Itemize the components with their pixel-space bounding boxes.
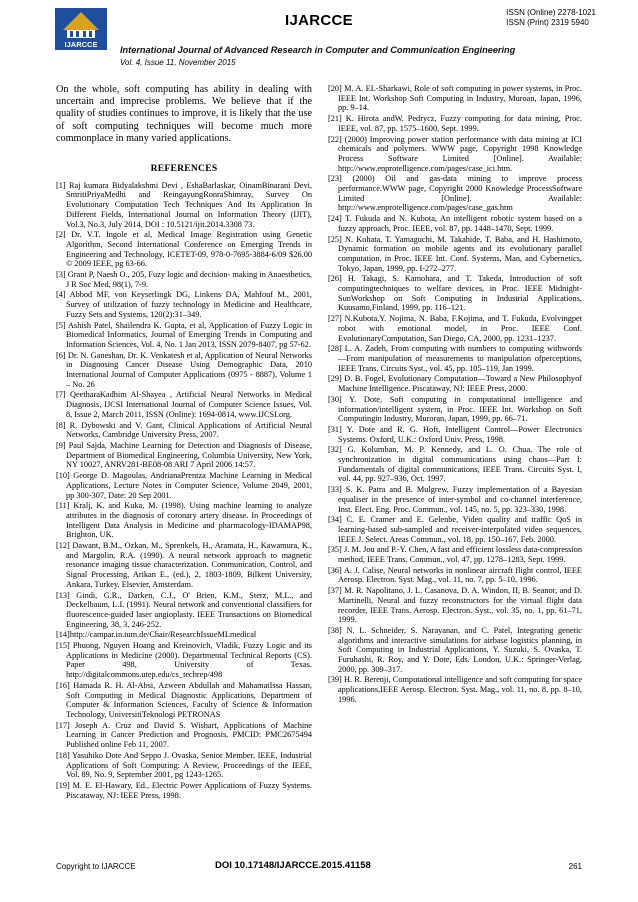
reference-entry: [31] Y. Dote and R. G. Hoft, Intelligent Control—Power Electronics Systems. Oxford, U.K.: Oxford Univ. Press, 1998. [328, 424, 582, 444]
reference-entry: [38] N. L. Schneider, S. Narayanan, and C. Patel, Integrating genetic algorithms and interactive simulations for airbase logistics planning, in Soft Computing in Industrial Applications, Y. Suzuki, S. Ovaska, T. Furuhashi, R. Roy, and Y. Dote, Eds. London, U.K.: Springer-Verlag, 2000, pp. 309–317. [328, 625, 582, 674]
issn-block [506, 8, 596, 28]
reference-entry: [30] Y. Dote, Soft computing in computational intelligence and information/intelligent system, in Proc. IEEE Int. Workshop on Soft Computingin Industry, Muroran, Japan, 1999, pp. 66–71. [328, 394, 582, 424]
reference-entry: [13] Gindi, G.R., Darken, C.J., O' Brien, K.M., Sterz, M.L., and Deckelbaum, L.I. (1991). Neural network and conventional classifiers for fluorescence-guided laser angioplasty. IEEE Transactions on Biomedical Engineering, 38, 3, 246-252. [56, 590, 312, 629]
intro-paragraph: On the whole, soft computing has ability in dealing with uncertain and imprecise problems. We believe that if the quality of studies continues to improve, it is likely that the use of soft computing techniques will become much more commonplace in many varied applications. [56, 84, 312, 144]
references-list-left [56, 181, 312, 801]
footer-doi: DOI 10.17148/IJARCCE.2015.41158 [215, 860, 371, 871]
reference-entry: [10] George D. Magoulas, AndrianaPrentza Machine Learning in Medical Applications, Lecture Notes in Computer Science, Volume 2049, 2001, pp 300-307, Date: 20 Sep 2001. [56, 471, 312, 500]
reference-entry: [27] N.Kubota,Y. Nojima, N. Baba, F.Kojima, and T. Fukuda, Evolvingpet robot with emotional model, in Proc. IEEE Conf. EvolutionaryComputation, San Diego, CA, 2000, pp. 1231–1237. [328, 314, 582, 343]
reference-entry: [2] Dr. V.T. Ingole et al, Medical Image Registration using Genetic Algorithm, Second International Conference on Emerging Trends in Engineering and Technology, ICETET-09, 978-0-7695-3884-6/09 $26.00 © 2009 IEEE, pg 63-66. [56, 230, 312, 269]
volume-issue: Vol. 4, Issue 11, November 2015 [120, 58, 236, 67]
reference-entry: [34] C. E. Cramer and E. Gelenbe, Video quality and traffic QoS in learning-based sub-sampled and receiver-interpolated video sequences, IEEE J. Select. Areas Commun., vol. 18, pp. 150–167, Feb. 2000. [328, 515, 582, 544]
references-heading: REFERENCES [150, 164, 218, 175]
reference-entry: [12] Dawant, B.M., Ozkan, M., Sprenkels, H., Aramata, H., Kawamura, K., and Margolin, R.A. (1990). A neural network approach to magnetic resonance imaging tissue characterization. Communication, Control, and Signal Processing, Arikan E., (ed.), 2, 1803-1809, Bilkent University, Ankara, Turkey. Elsevier, Amsterdam. [56, 541, 312, 589]
page-number: 261 [568, 862, 582, 871]
reference-entry: [20] M. A. EL-Sharkawi, Role of soft computing in power systems, in Proc. IEEE Int. Workshop Soft Computing in Industry, Muroan, Japan, 1996, pp. 9–14. [328, 84, 582, 113]
reference-entry: [15] Phuong, Nguyen Hoang and Kreinovich, Vladik, Fuzzy Logic and its Applications in Medicine (2000). Departmental Technical Reports (CS). Paper 498, University of Texas. http://digitalcommons.utep.edu/cs_techrep/498 [56, 641, 312, 680]
logo-text: IJARCCE [64, 40, 98, 49]
journal-brand: IJARCCE [285, 12, 353, 29]
issn-online: ISSN (Online) 2278-1021 [506, 8, 596, 17]
reference-entry: [36] A. J. Calise, Neural networks in nonlinear aircraft flight control, IEEE Aerosp. Electron. Syst. Mag., vol. 11, no. 7, pp. 5–10, 1996. [328, 565, 582, 585]
reference-entry: [3] Grant P, Naesh O., 205, Fuzy logic and decision- making in Anaesthetics, J R Soc Med, 98(1), 7-9. [56, 270, 312, 289]
reference-entry: [7] QeetharaKadhim Al-Shayea , Artificial Neural Networks in Medical Diagnosis, IJCSI International Journal of Computer Science Issues, Vol. 8, Issue 2, March 2011, ISSN (Online): 1694-0814, www.IJCSI.org. [56, 390, 312, 419]
reference-entry: [39] H. R. Berenji, Computational intelligence and soft computing for space applications,IEEE Aerosp. Electron. Syst. Mag., vol. 11, no. 8, pp. 8–10, 1996. [328, 675, 582, 704]
journal-title: International Journal of Advanced Research in Computer and Communication Engineering [120, 45, 516, 55]
reference-entry: [35] J. M. Jou and P.-Y. Chen, A fast and efficient lossless data-compression method, IEEE Trans. Commun., vol. 47, pp. 1278–1283, Sept. 1999. [328, 545, 582, 565]
reference-entry: [24] T. Fukuda and N. Kubota, An intelligent robotic system based on a fuzzy approach, Proc. IEEE, vol. 87, pp. 1448–1470, Sept. 1999. [328, 214, 582, 233]
reference-entry: [4] Abbod MF, von Keyserlingk DG, Linkens DA, Mahfouf M., 2001, Survey of utilization of fuzzy technology in Medicine and Healthcare, Fuzzy Sets and Systems, 120(2):31–349. [56, 290, 312, 319]
reference-entry: [32] G. Kolumban, M. P. Kennedy, and L. O. Chua, The role of synchronization in digital communications using chaos—Part I: Fundamentals of digital communications, IEEE Trans. Circuits Syst. I, vol. 44, pp. 927–936, Oct. 1997. [328, 445, 582, 484]
reference-entry: [1] Raj kumara Bidyalakshmi Devi , EshaBarlaskar, OinamBinarani Devi, SmritiPriyaMedhi and ReingayungRonraShimray, Survey On Evolutionary Computation Tech Techniques And Its Application In Different Fields, International Journal on Information Theory (IJIT), Vol.3, No.3, July 2014, DOI : 10.5121/ijit.2014.3308 73. [56, 180, 312, 229]
reference-entry: [28] L. A. Zadeh, From computing with numbers to computing withwords—From manipulation of measurements to manipulation ofperceptions, IEEE Trans. Circuits Syst., vol. 45, pp. 105–119, Jan 1999. [328, 344, 582, 373]
reference-entry: [26] H. Takagi, S. Kamohara, and T. Takeda, Introduction of soft computingtechniques to welfare devices, in Proc. IEEE Midnight-SunWorkshop on Soft Computing in Industrial Applications, Kuusamo,Finland, 1999, pp. 116–121. [328, 274, 582, 313]
reference-entry: [29] D. B. Fogel, Evolutionary Computation—Toward a New Philosophyof Machine Intelligence. Piscataway, NJ: IEEE Press, 2000. [328, 374, 582, 394]
reference-entry: [33] S. K. Patra and B. Mulgrew, Fuzzy implementation of a Bayesian equaliser in the presence of inter-symbol and co-channel interference, Inst. Elect. Eng. Proc. Commun., vol. 145, no. 5, pp. 323–330, 1998. [328, 485, 582, 514]
reference-entry: [11] Kralj, K. and Kuka, M. (1998). Using machine learning to analyze attributes in the diagnosis of coronary artery disease. In Proceedings of Intelligent Data Analysis in Medicine and pharmacology-IDAMAP98, Brighton, UK. [56, 501, 312, 540]
reference-entry: [17] Joseph A. Cruz and David S. Wishart, Applications of Machine Learning in Cancer Prediction and Prognosis, PMCID: PMC2675494 Published online Feb 11, 2007. [56, 720, 312, 750]
reference-entry: [19] M. E. El-Hawary, Ed., Electric Power Applications of Fuzzy Systems. Piscataway, NJ: IEEE Press, 1998. [56, 780, 312, 800]
references-list-right [328, 84, 582, 705]
reference-entry: [21] K. Hirota andW. Pedrycz, Fuzzy computing for data mining, Proc. IEEE, vol. 87, pp. 1575–1600, Sept. 1999. [328, 114, 582, 133]
footer-copyright: Copyright to IJARCCE [56, 862, 136, 871]
reference-entry: [18] Yasuhiko Dote And Seppo J. Ovaska, Senior Member, IEEE, Industrial Applications of Soft Computing: A Review, Proceedings of the IEEE, Vol. 89, No. 9, September 2001, pg 1243-1265. [56, 750, 312, 780]
reference-entry: [9] Paul Sajda, Machine Learning for Detection and Diagnosis of Disease, Department of Biomedical Engineering, Columbia University, New York, NY 10027, ANRV281-BE08-08 ARI 7 April 2006 14:57. [56, 441, 312, 470]
reference-entry: [14]http://campar.in.tum.de/Chair/ResearchIssueMLmedical [56, 630, 257, 640]
reference-entry: [5] Ashish Patel, Shailendra K. Gupta, et al, Application of Fuzzy Logic in Biomedical Informatics, Journal of Emerging Trends in Computing and Information Sciences, Vol. 4, No. 1 Jan 2013, ISSN 2079-8407, pg 57-62. [56, 320, 312, 349]
reference-entry: [23] (2000) Oil and gas-data mining to improve process performance.WWW page, Copyright 2000 Knowledge ProcessSoftware Limited [Online]. Available: http://www.enprotelligence.com/pages/case_gas.htm [328, 174, 582, 213]
issn-print: ISSN (Print) 2319 5940 [506, 18, 589, 27]
reference-entry: [8] R. Dybowski and V. Gant, Clinical Applications of Artificial Neural Networks, Cambridge University Press, 2007. [56, 420, 312, 440]
reference-entry: [25] N. Kohata, T. Yamaguchi, M. Takahide, T. Baba, and H. Hashimoto, Dynamic formation on mobile agents and its evolutionary parallel computation, in Proc. IEEE Int. Conf. Systems, Man, and Cybernetics, Tokyo, Japan, 1999, pp. I-272–277. [328, 234, 582, 273]
reference-entry: [6] Dr. N. Ganeshan, Dr. K. Venkatesh et al, Application of Neural Networks in Diagnosing Cancer Disease Using Demographic Data, 2010 International Journal of Computer Applications (0975 - 8887), Volume 1 – No. 26 [56, 350, 312, 389]
reference-entry: [37] M. R. Napolitano, J. L. Casanova, D. A. Windon, II, B. Seanor, and D. Martinelli, Neural and fuzzy reconstructors for the virtual flight data recorder, IEEE Trans. Aerosp. Electron. Syst., vol. 35, no. 1, pp. 61–71, 1999. [328, 586, 582, 625]
left-column [56, 84, 312, 801]
reference-entry: [16] Hamada R. H. Al-Absi, Azween Abdullah and MahamatIssa Hassan, Soft Computing in Medical Diagnostic Applications, Department of Computer & Information Sciences, Faculty of Science & Information Technology, UniversitiTeknologi PETRONAS [56, 680, 312, 719]
ijarcce-logo [55, 8, 107, 50]
right-column [328, 84, 582, 706]
reference-entry: [22] (2000) Improving power station performance with data mining at ICI chemicals and polymers. WWW page, Copyright 1998 Knowledge Process Software Limited [Online]. Available: http://www.enprotelligence.com/pages/case_ici.htm. [328, 134, 582, 173]
